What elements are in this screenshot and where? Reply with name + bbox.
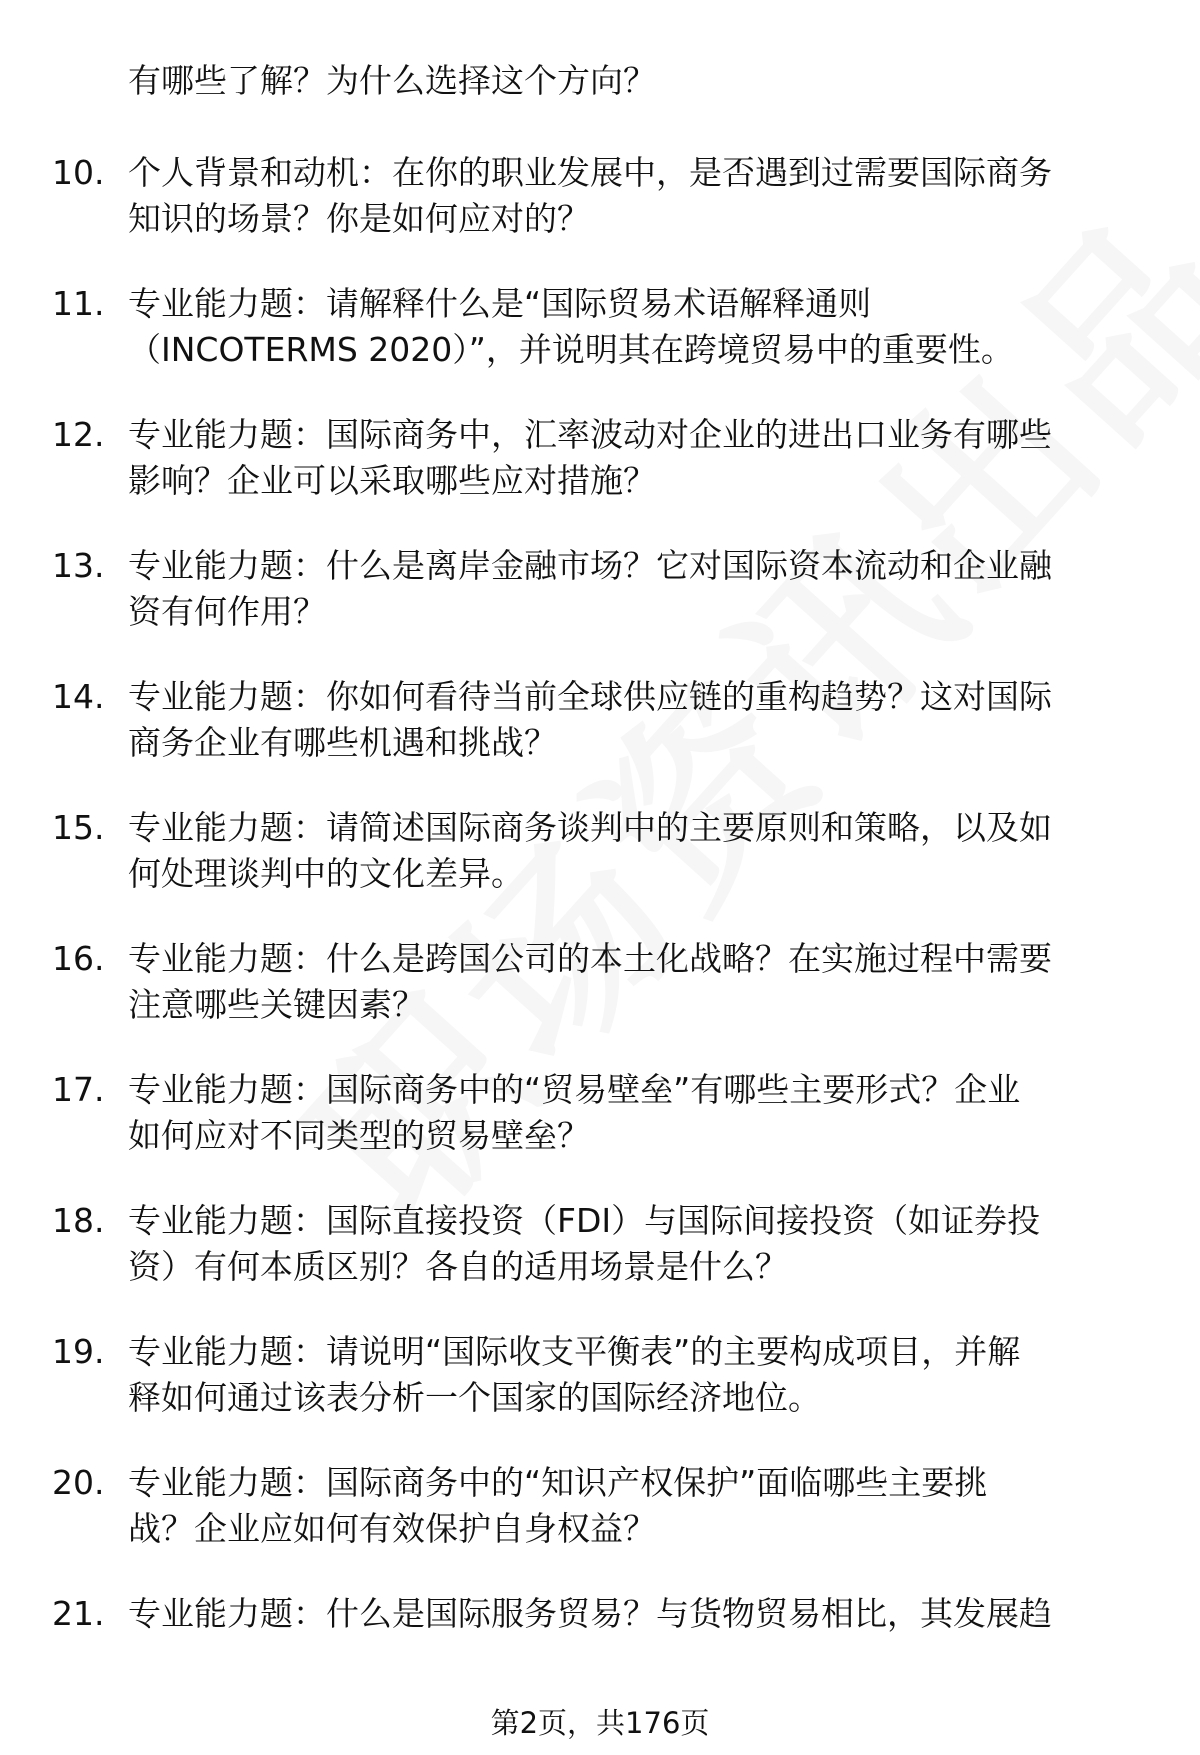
question-text-line: 战？企业应如何有效保护自身权益？ bbox=[128, 1509, 656, 1548]
question-number: 12. bbox=[52, 415, 105, 454]
question-text bbox=[128, 1460, 1148, 1552]
question-text-line: 专业能力题：什么是国际服务贸易？与货物贸易相比，其发展趋 bbox=[128, 1594, 1052, 1633]
question-text bbox=[128, 543, 1148, 635]
question-text-line: 专业能力题：国际直接投资（FDI）与国际间接投资（如证券投 bbox=[128, 1201, 1041, 1240]
question-text-line: 何处理谈判中的文化差异。 bbox=[128, 854, 524, 893]
question-text-line: 注意哪些关键因素？ bbox=[128, 985, 425, 1024]
question-number: 13. bbox=[52, 546, 105, 585]
question-item bbox=[0, 1198, 1200, 1329]
question-item bbox=[0, 543, 1200, 674]
question-text bbox=[128, 805, 1148, 897]
question-text bbox=[128, 281, 1148, 373]
question-number: 10. bbox=[52, 153, 105, 192]
question-list bbox=[0, 150, 1200, 1722]
question-item bbox=[0, 674, 1200, 805]
question-text bbox=[128, 1591, 1148, 1637]
question-number: 14. bbox=[52, 677, 105, 716]
question-text bbox=[128, 412, 1148, 504]
question-text-line: 专业能力题：国际商务中的“知识产权保护”面临哪些主要挑 bbox=[128, 1463, 988, 1502]
question-text-line: 个人背景和动机：在你的职业发展中，是否遇到过需要国际商务 bbox=[128, 153, 1052, 192]
question-text bbox=[128, 936, 1148, 1028]
question-text bbox=[128, 1198, 1148, 1290]
question-text-line: 专业能力题：国际商务中，汇率波动对企业的进出口业务有哪些 bbox=[128, 415, 1052, 454]
question-item bbox=[0, 150, 1200, 281]
question-item bbox=[0, 805, 1200, 936]
question-text-line: 专业能力题：什么是离岸金融市场？它对国际资本流动和企业融 bbox=[128, 546, 1052, 585]
question-text-line: 释如何通过该表分析一个国家的国际经济地位。 bbox=[128, 1378, 821, 1417]
question-text bbox=[128, 1329, 1148, 1421]
question-text-line: 知识的场景？你是如何应对的？ bbox=[128, 199, 590, 238]
question-number: 19. bbox=[52, 1332, 105, 1371]
question-text-line: 专业能力题：请说明“国际收支平衡表”的主要构成项目，并解 bbox=[128, 1332, 1021, 1371]
question-text-line: 专业能力题：国际商务中的“贸易壁垒”有哪些主要形式？企业 bbox=[128, 1070, 1021, 1109]
question-text-line: 专业能力题：你如何看待当前全球供应链的重构趋势？这对国际 bbox=[128, 677, 1052, 716]
page-footer: 第2页，共176页 bbox=[490, 1706, 710, 1740]
continuation-line: 有哪些了解？为什么选择这个方向？ bbox=[128, 61, 656, 100]
question-number: 18. bbox=[52, 1201, 105, 1240]
question-text bbox=[128, 150, 1148, 242]
question-item bbox=[0, 1329, 1200, 1460]
question-number: 15. bbox=[52, 808, 105, 847]
question-number: 17. bbox=[52, 1070, 105, 1109]
question-text-line: 商务企业有哪些机遇和挑战？ bbox=[128, 723, 557, 762]
question-text-line: 资）有何本质区别？各自的适用场景是什么？ bbox=[128, 1247, 788, 1286]
question-item bbox=[0, 1067, 1200, 1198]
question-item bbox=[0, 1460, 1200, 1591]
question-text bbox=[128, 1067, 1148, 1159]
question-text-line: 如何应对不同类型的贸易壁垒？ bbox=[128, 1116, 590, 1155]
question-text-line: 专业能力题：请简述国际商务谈判中的主要原则和策略，以及如 bbox=[128, 808, 1052, 847]
question-text bbox=[128, 674, 1148, 766]
question-text-line: 专业能力题：请解释什么是“国际贸易术语解释通则 bbox=[128, 284, 872, 323]
question-number: 21. bbox=[52, 1594, 105, 1633]
question-text-line: 影响？企业可以采取哪些应对措施？ bbox=[128, 461, 656, 500]
question-text-line: （INCOTERMS 2020）”，并说明其在跨境贸易中的重要性。 bbox=[128, 330, 1014, 369]
question-item bbox=[0, 412, 1200, 543]
question-text-line: 专业能力题：什么是跨国公司的本土化战略？在实施过程中需要 bbox=[128, 939, 1052, 978]
question-number: 16. bbox=[52, 939, 105, 978]
question-text-line: 资有何作用？ bbox=[128, 592, 326, 631]
question-item bbox=[0, 936, 1200, 1067]
question-number: 11. bbox=[52, 284, 105, 323]
question-number: 20. bbox=[52, 1463, 105, 1502]
question-item bbox=[0, 281, 1200, 412]
